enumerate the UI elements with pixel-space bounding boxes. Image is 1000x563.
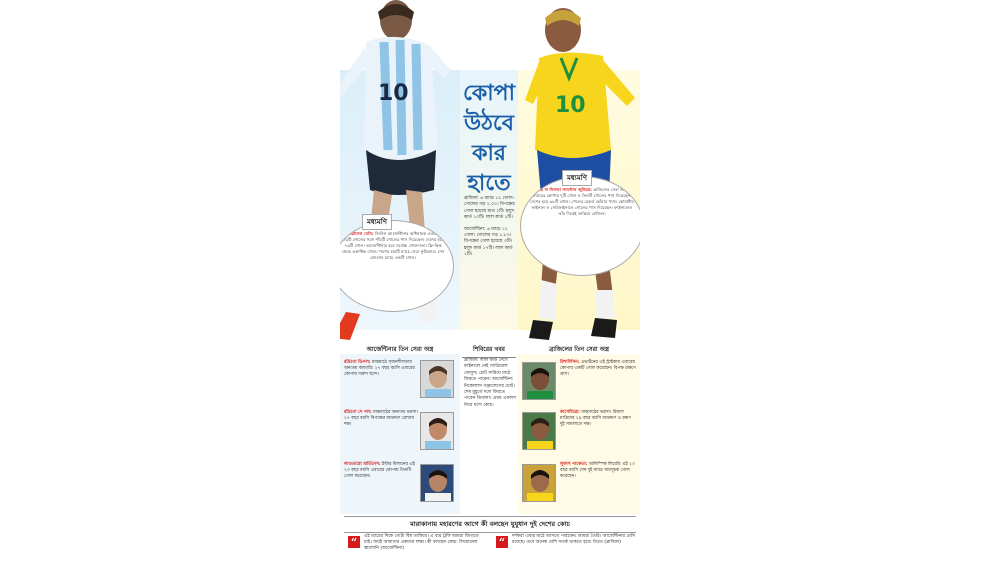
argentina-player-2: [344, 410, 418, 428]
brazil-player-3: [560, 462, 636, 480]
player-name: রদ্রিগো দে পল:: [344, 410, 372, 415]
player-photo: [420, 360, 454, 398]
camp-news-text: ব্রাজিল: লাল কার্ড দেখে ফাইনালে নেই গ্যাব্রিয়েল জেসুস। চোট সারিয়ে মাঠে ফিরতে পারেন। আর্জেন্টিনা: নিকোলাস গঞ্জালেসের চোট। শেষ মুহূর্তে দলে ফিরতে পারেন ডিবালা। প্রথম একাদশ নিয়ে ধন্দে কোচ।: [464, 358, 516, 408]
svg-text:10: 10: [555, 93, 586, 118]
player-photo: [420, 464, 454, 502]
headline-line-1: কোপা: [462, 80, 515, 106]
argentina-weapons-heading: আর্জেন্টিনার তিন সেরা অস্ত্র: [342, 344, 458, 358]
argentina-coach-quote: এই ম্যাচের দিকে গোটা বিশ্ব তাকিয়ে। এ বার ট্রফি আমরা জিততে চাই। জয়ই আমাদের একমাত্র লক্ষ্য। কী বলছেন কোচ: লিয়োনেল স্কালোনি (আর্জেন্টিনা): [364, 534, 479, 551]
headline-line-2: উঠবে: [464, 110, 514, 136]
player-text: ইন্টার মিলানের এই ২৩ বছর বয়সি এবারের কোপায় তিনটি গোল করেছেন।: [344, 462, 415, 479]
headline-line-4: হাতে: [467, 170, 511, 196]
messi-description: জিনিস আর্জেন্টিনার অধিনায়ক এবারের চারটি গোলের সঙ্গে পাঁচটি গোলের পাস দিয়েছেন। দেশের হয়ে ৭৬টি গোল। আর্জেন্টিনার হয়ে সর্বোচ্চ গোলদাতা। ফ্রি-কিক থেকে একাধিক গোল। পরপর চারটি ম্যাচে সেরা ফুটবলার। শেষ ষোলোর ম্যাচে একটি গোল।: [341, 231, 445, 260]
player-photo: [522, 362, 556, 400]
headline: [458, 78, 520, 198]
player-text: মাঝমাঠে সৃজনশীলতার অন্যতম কান্ডারি। ২৭ বছর বয়সি এবারের কোপায় দারুণ ছন্দে।: [344, 360, 415, 377]
messi-name: লিয়োনেল মেসি:: [345, 231, 374, 236]
player-text: এভার্টনের এই স্ট্রাইকার এবারের কোপায় একটি গোল করেছেন। বিপক্ষ রক্ষণে ত্রাস।: [560, 360, 636, 377]
player-name: লাওতারো মার্তিনেস:: [344, 462, 381, 467]
quote-icon: “: [348, 536, 360, 548]
quote-icon: “: [496, 536, 508, 548]
camp-news-heading: শিবিরের খবর: [462, 344, 516, 358]
player-text: অলিম্পিক লিয়োঁর এই ২৩ বছর বয়সি শেষ দুই ম্যাচে জয়সূচক গোল করেছেন।: [560, 462, 635, 479]
player-photo: [522, 412, 556, 450]
player-name: রিশার্লিসন:: [560, 360, 580, 365]
headline-line-3: কার: [472, 140, 506, 166]
player-text: মাঝমাঠের অন্যতম ভরসা। ২৭ বছর বয়সি বিপক্ষের আক্রমণ রোখায় দক্ষ।: [344, 410, 418, 427]
brazil-weapons-heading: ব্রাজিলের তিন সেরা অস্ত্র: [520, 344, 638, 358]
player-name: রদ্রিগো ডিপল:: [344, 360, 371, 365]
coaches-heading: মারাকানায় মহারণের আগে কী বলছেন যুযুধান দুই দেশের কোচ: [344, 516, 636, 533]
brazil-player-1: [560, 360, 636, 378]
brazil-stats: ব্রাজিল: ৬ ম্যাচে ১২ গোল। গোলের গড় ২.০০। বিপক্ষের গোল হয়েছে মাত্র ২টি। হলুদ কার্ড ১০টি। লাল কার্ড ১টি।: [464, 196, 515, 221]
neymar-name: নেমার দা সিলভা স্যান্টোস জুনিয়র:: [533, 187, 592, 192]
left-oval-title: মধ্যমণি: [362, 214, 392, 230]
right-oval-title: মধ্যমণি: [562, 170, 592, 186]
brazil-coach-quote: দর্শকরা এবার মাঠে আসতে পারবেন। আমরা তৈরি। আর্জেন্টিনার মেসি রয়েছে। তবে অনেক বেশি সতর্ক থাকতে হবে। তিতে (ব্রাজিল): [512, 534, 636, 545]
player-name: কাসেমিরো:: [560, 410, 580, 415]
player-photo: [420, 412, 454, 450]
newspaper-infographic: [340, 0, 640, 563]
argentina-player-1: [344, 360, 418, 378]
svg-text:10: 10: [378, 81, 409, 106]
neymar-description: ব্রাজিলের সেরা তারকা এবারের কোপায় দুটি গোল ও তিনটি গোলের পাস দিয়েছেন। দেশের হয়ে ৬৮টি গোল। পেলের রেকর্ড ছোঁয়ার পথে। কোয়ার্টার ফাইনাল ও সেমিফাইনালে গোলের পাস দিয়েছেন। ফাইনালেও তাঁর দিকেই তাকিয়ে ব্রাজিল।: [530, 187, 634, 216]
neymar-profile-oval: [520, 176, 640, 276]
player-name: লুকাস পাকেতা:: [560, 462, 588, 467]
argentina-player-3: [344, 462, 418, 480]
argentina-stats: আর্জেন্টিনা: ৬ ম্যাচে ১১ গোল। গোলের গড় ১.৮৩। বিপক্ষের গোল হয়েছে ৩টি। হলুদ কার্ড ১৭টি। লাল কার্ড ১টি।: [464, 226, 513, 258]
player-photo: [522, 464, 556, 502]
player-text: মাঝমাঠের ভরসা। রিয়াল মাদ্রিদের ২৯ বছর বয়সি আক্রমণ ও রক্ষণ দুই সামলাতে দক্ষ।: [560, 410, 631, 427]
match-stats: [464, 196, 516, 264]
brazil-player-2: [560, 410, 636, 428]
